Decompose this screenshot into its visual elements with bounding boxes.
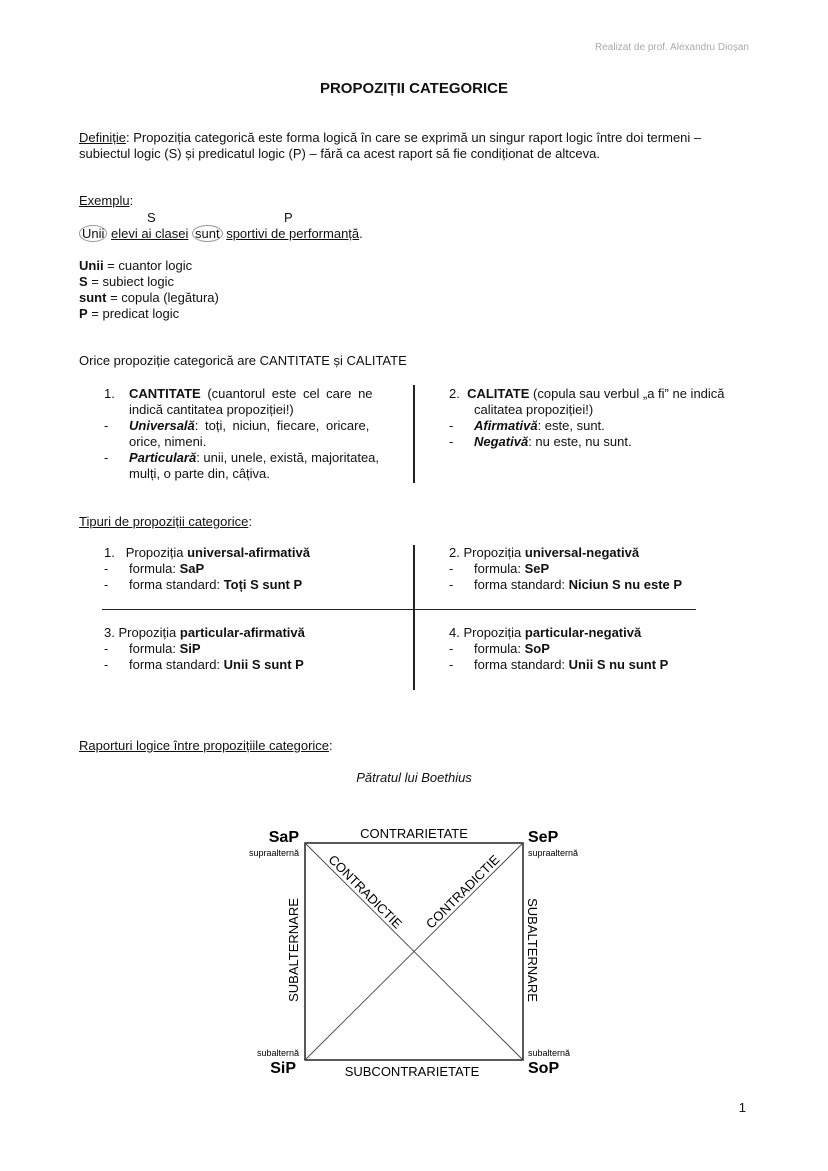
- corner-sip-role: subalternă: [256, 1048, 299, 1058]
- label-contradictie-1: CONTRADICTIE: [325, 851, 406, 932]
- corner-sip: SiP: [270, 1060, 296, 1077]
- predicate-mark: P: [284, 210, 293, 225]
- quantity-title-line: CANTITATE (cuantorul este cel care ne: [129, 386, 373, 401]
- label-contrarietate: CONTRARIETATE: [360, 826, 468, 841]
- corner-sop-role: subalternă: [528, 1048, 571, 1058]
- author-header: Realizat de prof. Alexandru Dioșan: [595, 42, 749, 53]
- page-number: 1: [738, 1100, 746, 1115]
- dash: -: [104, 418, 109, 433]
- quantity-universal: Universală: toți, niciun, fiecare, oricare,: [129, 418, 370, 433]
- quality-desc: calitatea propoziției!): [474, 402, 594, 417]
- example-heading: Exemplu:: [79, 193, 134, 208]
- corner-sep: SeP: [528, 829, 559, 846]
- corner-sap: SaP: [268, 829, 299, 846]
- quality-affirmative: Afirmativă: este, sunt.: [474, 418, 605, 433]
- subject-mark: S: [147, 210, 156, 225]
- subject-phrase: elevi ai clasei: [111, 226, 189, 241]
- page-title: PROPOZIȚII CATEGORICE: [319, 80, 509, 97]
- quantity-desc: indică cantitatea propoziției!): [129, 402, 294, 417]
- relations-heading: Raporturi logice între propozițiile categorice:: [79, 738, 333, 753]
- quantity-particular-cont: mulți, o parte din, câțiva.: [129, 466, 270, 481]
- quantity-number: 1.: [104, 386, 115, 401]
- corner-sep-role: supraalternă: [528, 848, 579, 858]
- intro-text: Orice propoziție categorică are CANTITATE și CALITATE: [79, 353, 407, 368]
- definition-text: : Propoziția categorică este forma logică în care se exprimă un singur raport logic între doi termeni –: [125, 130, 702, 145]
- dash: -: [449, 434, 454, 449]
- legend-item: Unii = cuantor logic: [79, 258, 193, 273]
- quantity-universal-cont: orice, nimeni.: [129, 434, 207, 449]
- label-subalternare-left: SUBALTERNARE: [286, 898, 301, 1002]
- quality-negative: Negativă: nu este, nu sunt.: [474, 434, 632, 449]
- quality-title-line: 2. CALITATE (copula sau verbul „a fi” ne indică: [449, 386, 725, 401]
- definition-line-2: subiectul logic (S) și predicatul logic (P) – fără ca acest raport să fie condiționat de altceva.: [79, 146, 600, 161]
- example-label: Exemplu: [79, 193, 130, 208]
- label-subcontrarietate: SUBCONTRARIETATE: [344, 1064, 480, 1079]
- types-heading: Tipuri de propoziții categorice:: [79, 514, 252, 529]
- corner-sap-role: supraalternă: [248, 848, 299, 858]
- label-subalternare-right: SUBALTERNARE: [525, 898, 540, 1002]
- square-title: Pătratul lui Boethius: [356, 770, 472, 785]
- legend-item: P = predicat logic: [79, 306, 180, 321]
- corner-sop: SoP: [528, 1060, 560, 1077]
- legend-item: sunt = copula (legătura): [79, 290, 219, 305]
- label-contradictie-2: CONTRADICTIE: [422, 851, 503, 932]
- legend-item: S = subiect logic: [79, 274, 175, 289]
- period: .: [359, 226, 363, 241]
- dash: -: [104, 450, 109, 465]
- quantifier-word: Unii: [79, 225, 107, 242]
- predicate-phrase: sportivi de performanță: [226, 226, 360, 241]
- quantity-particular: Particulară: unii, unele, există, majoritatea,: [129, 450, 380, 465]
- copula-word: sunt: [192, 225, 223, 242]
- definition-label: Definiție: [79, 130, 126, 145]
- dash: -: [449, 418, 454, 433]
